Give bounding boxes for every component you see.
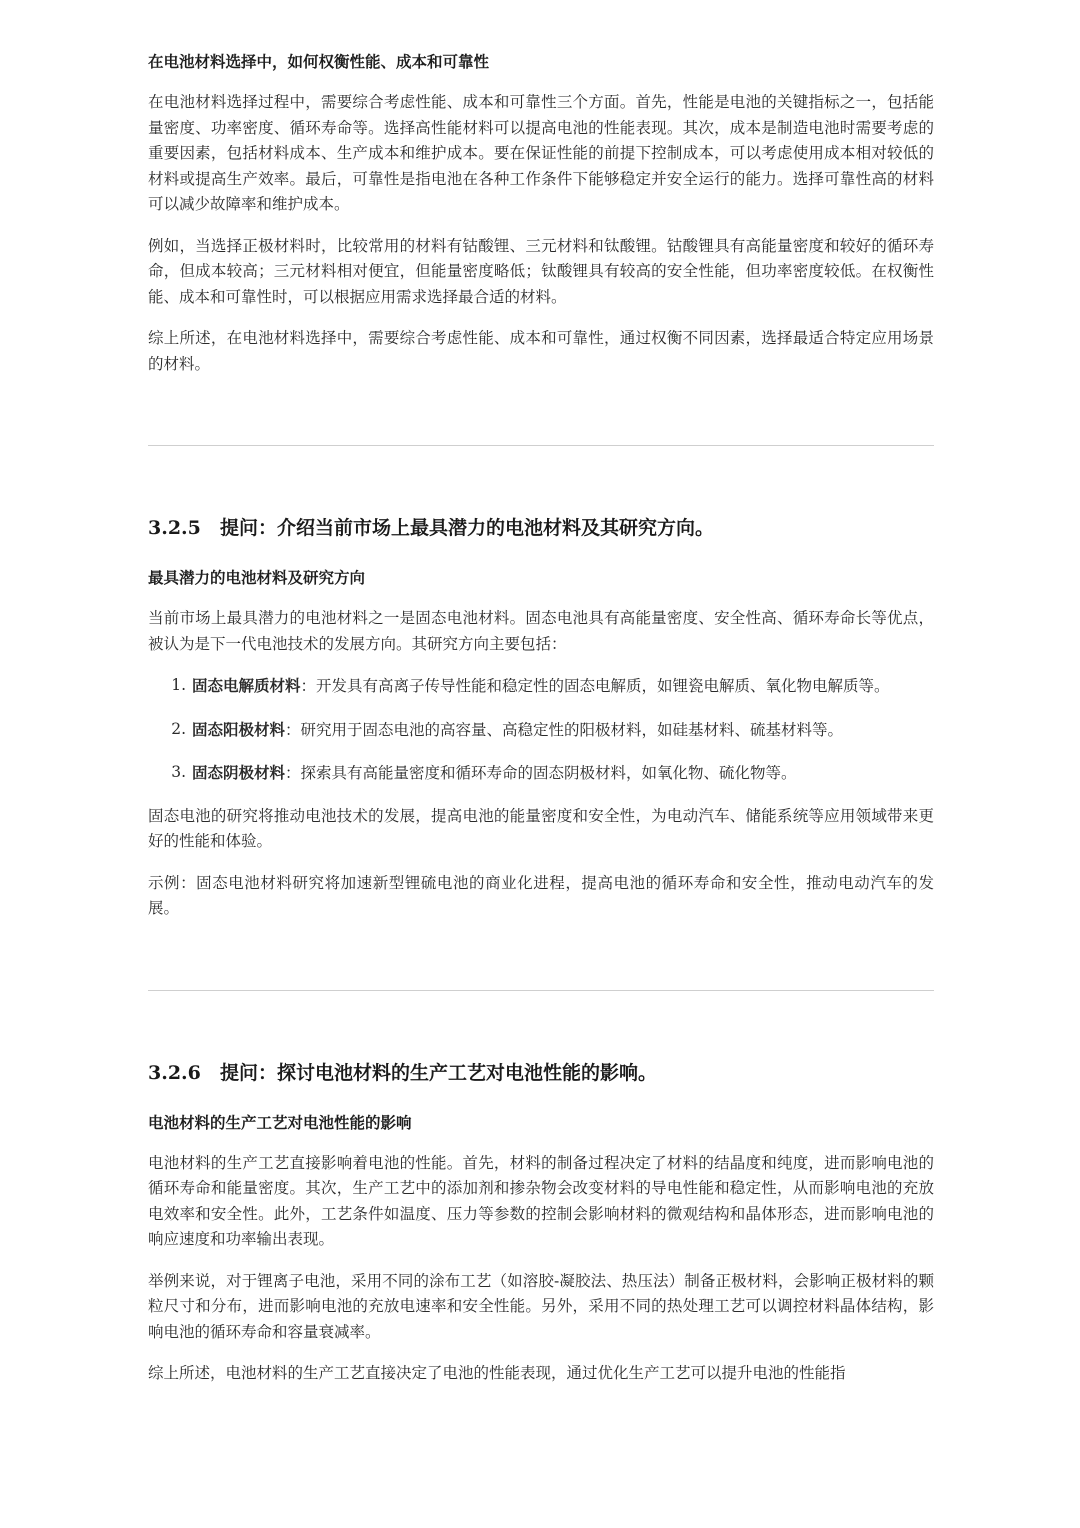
section-heading — [148, 514, 934, 542]
paragraph: 例如，当选择正极材料时，比较常用的材料有钴酸锂、三元材料和钛酸锂。钴酸锂具有高能量密度和较好的循环寿命，但成本较高；三元材料相对便宜，但能量密度略低；钛酸锂具有较高的安全性能，但功率密度较低。在权衡性能、成本和可靠性时，可以根据应用需求选择最合适的材料。 — [148, 236, 934, 306]
paragraph: 固态电池的研究将推动电池技术的发展，提高电池的能量密度和安全性，为电动汽车、储能系统等应用领域带来更好的性能和体验。 — [148, 806, 934, 850]
paragraph: 当前市场上最具潜力的电池材料之一是固态电池材料。固态电池具有高能量密度、安全性高、循环寿命长等优点，被认为是下一代电池技术的发展方向。其研究方向主要包括： — [148, 609, 934, 653]
list-item-body — [192, 717, 934, 744]
list-item-number: 3. — [171, 763, 186, 781]
list-item-body — [192, 760, 934, 787]
paragraph: 举例来说，对于锂离子电池，采用不同的涂布工艺（如溶胶-凝胶法、热压法）制备正极材料，会影响正极材料的颗粒尺寸和分布，进而影响电池的充放电速率和安全性能。另外，采用不同的热处理工艺可以调控材料晶体结构，影响电池的循环寿命和容量衰减率。 — [148, 1271, 934, 1341]
document-page — [148, 50, 934, 1403]
list-item — [148, 673, 934, 700]
list-item-text: ：开发具有高离子传导性能和稳定性的固态电解质，如锂瓷电解质、氧化物电解质等。 — [300, 677, 890, 695]
section-title: 提问：探讨电池材料的生产工艺对电池性能的影响。 — [220, 1061, 658, 1084]
list-item-number: 1. — [171, 676, 186, 694]
section-3-2-5 — [148, 514, 934, 922]
section-3-2-6 — [148, 1059, 934, 1387]
list-item-number: 2. — [171, 719, 186, 738]
paragraph: 电池材料的生产工艺直接影响着电池的性能。首先，材料的制备过程决定了材料的结晶度和纯度，进而影响电池的循环寿命和能量密度。其次，生产工艺中的添加剂和掺杂物会改变材料的导电性能和稳定性，从而影响电池的充放电效率和安全性。此外，工艺条件如温度、压力等参数的控制会影响材料的微观结构和晶体形态，进而影响电池的响应速度和功率输出表现。 — [148, 1153, 934, 1248]
list-item-body — [192, 673, 934, 700]
subheading-material-tradeoff: 在电池材料选择中，如何权衡性能、成本和可靠性 — [148, 52, 490, 71]
list-item-text: ：探索具有高能量密度和循环寿命的固态阴极材料，如氧化物、硫化物等。 — [285, 764, 797, 782]
section-number: 3.2.6 — [148, 1061, 201, 1084]
paragraph: 综上所述，在电池材料选择中，需要综合考虑性能、成本和可靠性，通过权衡不同因素，选择最适合特定应用场景的材料。 — [148, 329, 934, 373]
section-title: 提问：介绍当前市场上最具潜力的电池材料及其研究方向。 — [220, 517, 715, 539]
subheading-promising-materials: 最具潜力的电池材料及研究方向 — [148, 568, 366, 587]
subheading-production-process: 电池材料的生产工艺对电池性能的影响 — [148, 1112, 412, 1132]
paragraph: 在电池材料选择过程中，需要综合考虑性能、成本和可靠性三个方面。首先，性能是电池的关键指标之一，包括能量密度、功率密度、循环寿命等。选择高性能材料可以提高电池的性能表现。其次，成本是制造电池时需要考虑的重要因素，包括材料成本、生产成本和维护成本。要在保证性能的前提下控制成本，可以考虑使用成本相对较低的材料或提高生产效率。最后，可靠性是指电池在各种工作条件下能够稳定并安全运行的能力。选择可靠性高的材料可以减少故障率和维护成本。 — [148, 93, 934, 213]
section-number: 3.2.5 — [148, 517, 201, 539]
list-item-term: 固态阳极材料 — [192, 719, 286, 739]
section-heading — [148, 1059, 934, 1087]
list-item — [148, 717, 934, 744]
example-paragraph: 示例：固态电池材料研究将加速新型锂硫电池的商业化进程，提高电池的循环寿命和安全性，推动电动汽车的发展。 — [148, 873, 934, 917]
list-item-term: 固态电解质材料 — [192, 676, 301, 695]
section-material-tradeoff — [148, 50, 934, 377]
paragraph: 综上所述，电池材料的生产工艺直接决定了电池的性能表现，通过优化生产工艺可以提升电池的性能指 — [148, 1364, 846, 1382]
list-item-text: ：研究用于固态电池的高容量、高稳定性的阳极材料，如硅基材料、硫基材料等。 — [285, 720, 844, 739]
list-item — [148, 760, 934, 787]
research-directions-list — [148, 673, 934, 787]
list-item-term: 固态阴极材料 — [192, 763, 286, 782]
